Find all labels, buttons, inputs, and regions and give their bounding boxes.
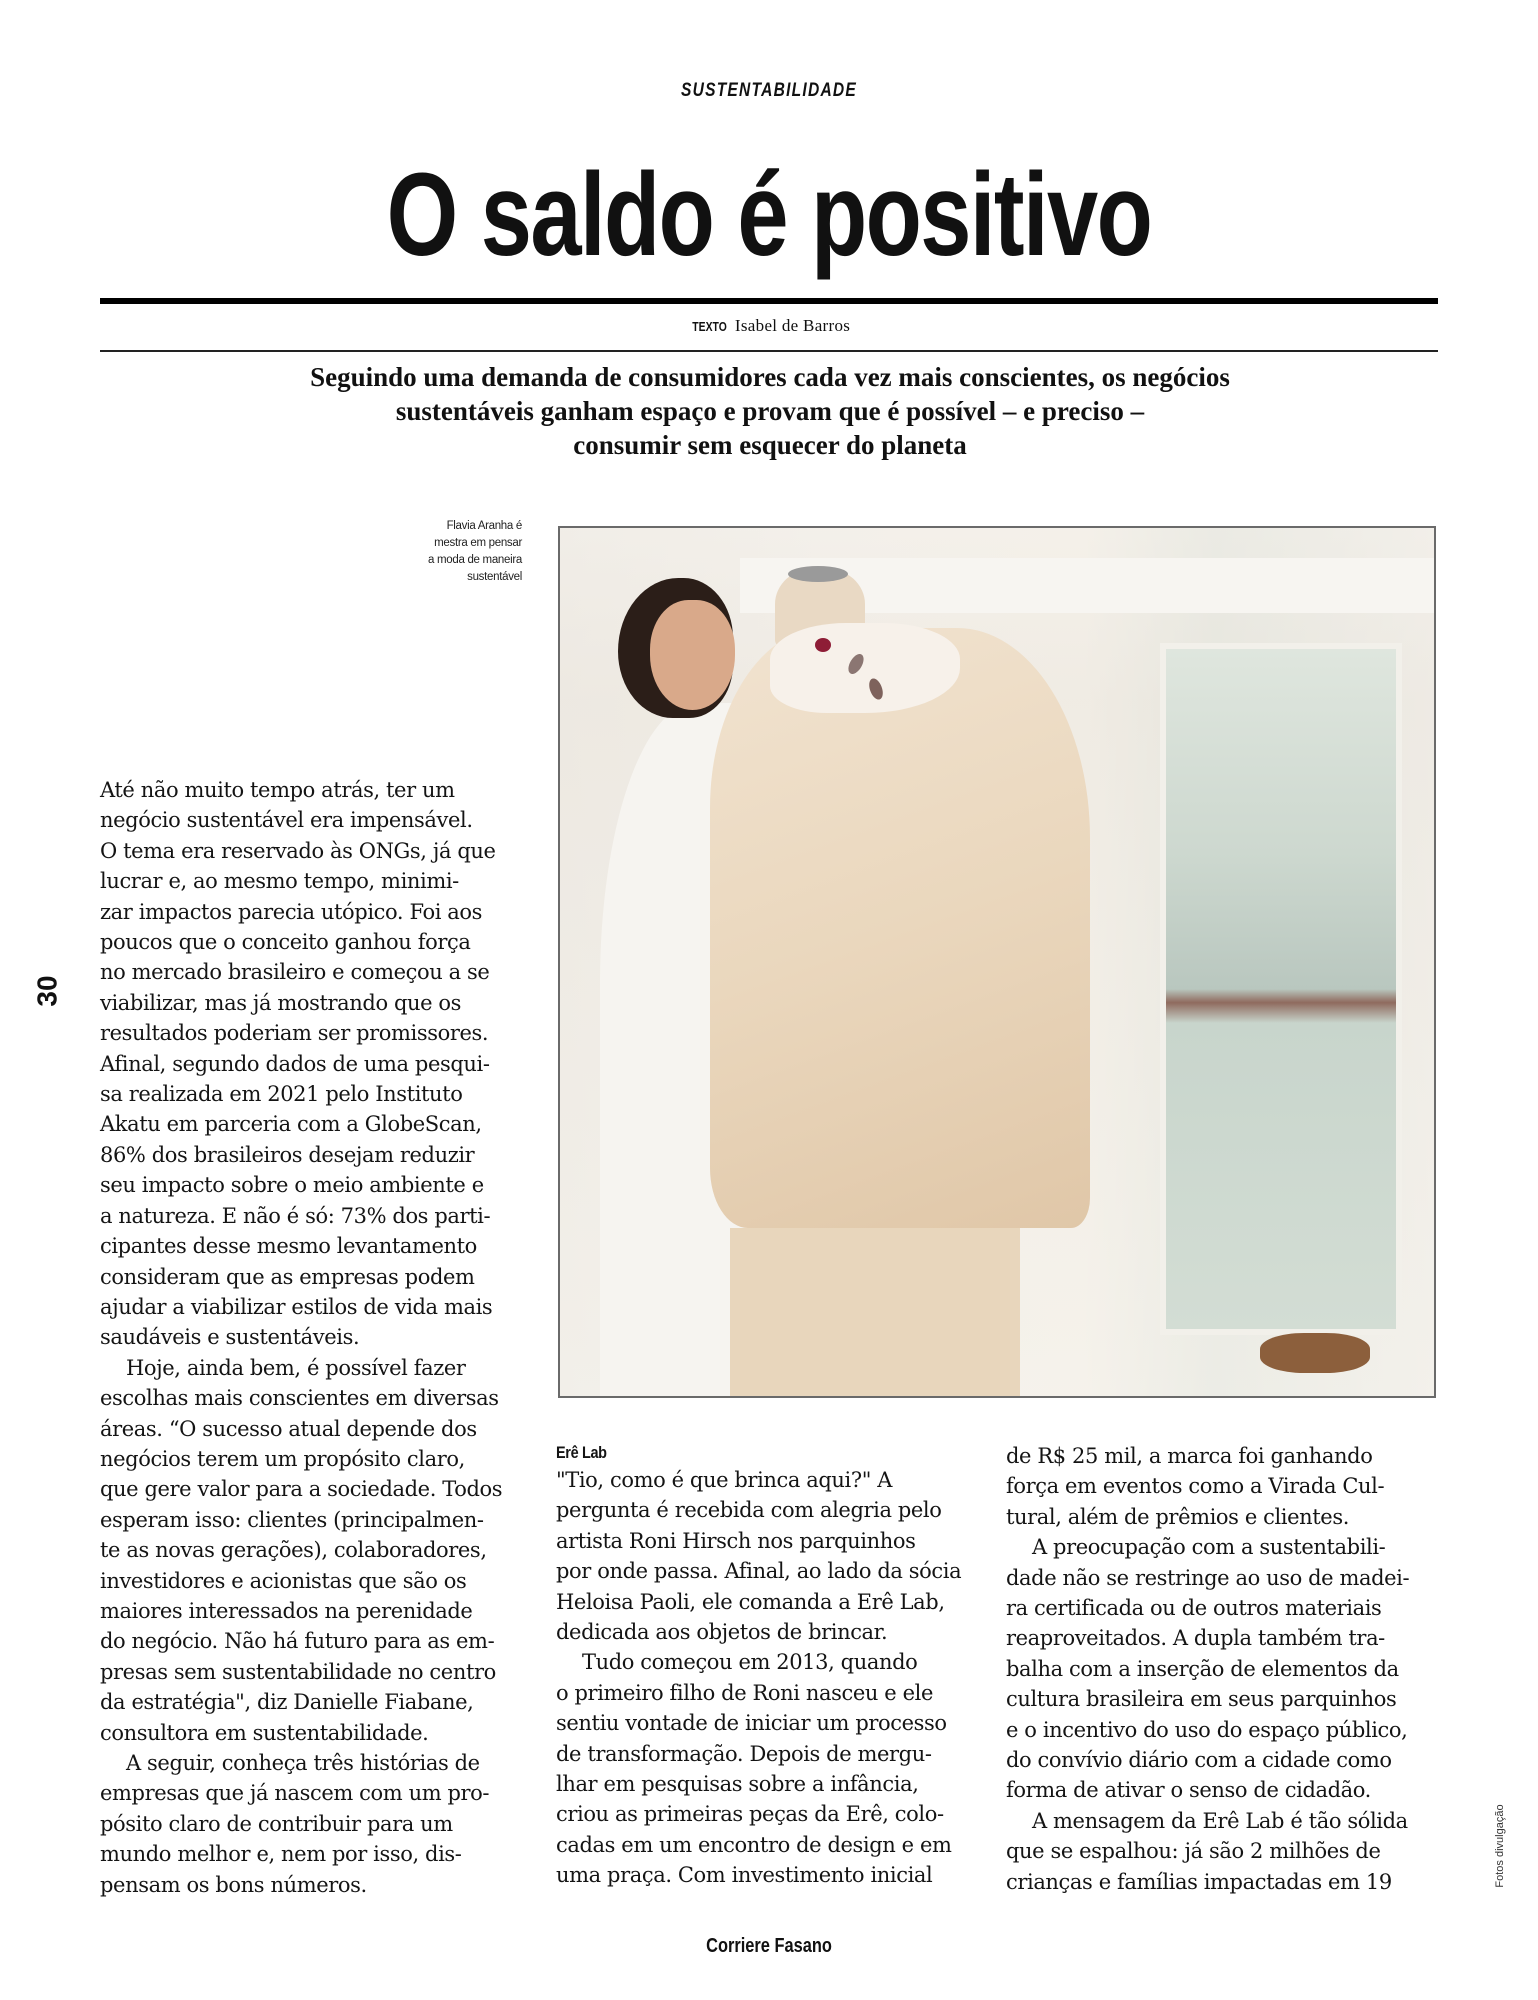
standfirst-line: consumir sem esquecer do planeta [573,430,967,460]
body-line: 86% dos brasileiros desejam reduzir [100,1142,475,1167]
caption-line: mestra em pensar [434,537,522,549]
body-line: do negócio. Não há futuro para as em- [100,1629,495,1654]
body-line: força em eventos como a Virada Cul- [1006,1474,1385,1499]
body-column-middle [556,1441,996,1891]
body-line: sentiu vontade de iniciar um processo [556,1711,947,1736]
section-subhead: Erê Lab [556,1443,607,1462]
body-line: criou as primeiras peças da Erê, colo- [556,1802,944,1827]
body-column-right [1006,1441,1446,1897]
article-photo [558,526,1436,1398]
body-line: viabilizar, mas já mostrando que os [100,990,462,1015]
body-line: lucrar e, ao mesmo tempo, minimi- [100,869,459,894]
body-line: A preocupação com a sustentabili- [1032,1535,1386,1560]
body-line: Akatu em parceria com a GlobeScan, [100,1112,482,1137]
body-line: sa realizada em 2021 pelo Instituto [100,1082,463,1107]
body-line: cultura brasileira em seus parquinhos [1006,1687,1397,1712]
body-line: mundo melhor e, nem por isso, dis- [100,1842,462,1867]
photo-woman-face [650,600,735,710]
body-line: e o incentivo do uso do espaço público, [1006,1717,1408,1742]
byline-author: Isabel de Barros [734,316,851,335]
body-line: maiores interessados na perenidade [100,1598,473,1623]
body-line: te as novas gerações), colaboradores, [100,1538,487,1563]
body-line: por onde passa. Afinal, ao lado da sócia [556,1559,962,1584]
byline [0,316,1538,336]
body-line: empresas que já nascem com um pro- [100,1781,490,1806]
byline-label: TEXTO [692,319,727,334]
body-line: Hoje, ainda bem, é possível fazer [126,1355,466,1380]
standfirst-line: sustentáveis ganham espaço e provam que é possível – e preciso – [395,396,1145,426]
body-line: da estratégia", diz Danielle Fiabane, [100,1690,474,1715]
caption-line: a moda de maneira [428,554,522,566]
body-line: tural, além de prêmios e clientes. [1006,1504,1349,1529]
body-line: saudáveis e sustentáveis. [100,1325,360,1350]
body-line: investidores e acionistas que são os [100,1568,467,1593]
body-line: o primeiro filho de Roni nasceu e ele [556,1680,933,1705]
body-line: seu impacto sobre o meio ambiente e [100,1173,484,1198]
body-line: consideram que as empresas podem [100,1264,475,1289]
body-line: O tema era reservado às ONGs, já que [100,838,496,863]
body-line: presas sem sustentabilidade no centro [100,1659,496,1684]
body-line: uma praça. Com investimento inicial [556,1863,933,1888]
body-line: escolhas mais conscientes em diversas [100,1386,499,1411]
body-line: poucos que o conceito ganhou força [100,930,471,955]
body-line: consultora em sustentabilidade. [100,1720,429,1745]
body-line: dedicada aos objetos de brincar. [556,1620,888,1645]
body-line: áreas. “O sucesso atual depende dos [100,1416,477,1441]
photo-collar [770,623,960,713]
body-column-left [100,775,540,1900]
body-line: pensam os bons números. [100,1872,367,1897]
caption-line: sustentável [467,571,522,583]
body-line: que gere valor para a sociedade. Todos [100,1477,503,1502]
byline-rule [100,350,1438,352]
body-line: ra certificada ou de outros materiais [1006,1596,1382,1621]
body-line: cipantes desse mesmo levantamento [100,1234,477,1259]
body-line: A mensagem da Erê Lab é tão sólida [1032,1808,1408,1833]
body-line: artista Roni Hirsch nos parquinhos [556,1528,916,1553]
body-line: ajudar a viabilizar estilos de vida mais [100,1294,493,1319]
body-line: "Tio, como é que brinca aqui?" A [556,1468,893,1492]
title-rule [100,298,1438,304]
article-title: O saldo é positivo [386,149,1152,281]
section-kicker: SUSTENTABILIDADE [680,80,858,101]
photo-caption [400,518,522,586]
body-line: a natureza. E não é só: 73% dos parti- [100,1203,491,1228]
body-line: Afinal, segundo dados de uma pesqui- [100,1051,490,1076]
body-line: negócio sustentável era impensável. [100,808,473,833]
photo-credit: Fotos divulgação [1494,1804,1506,1888]
body-line: lhar em pesquisas sobre a infância, [556,1772,919,1797]
standfirst-line: Seguindo uma demanda de consumidores cada vez mais conscientes, os negócios [310,362,1230,392]
body-line: A seguir, conheça três histórias de [126,1751,480,1775]
body-line: balha com a inserção de elementos da [1006,1656,1399,1681]
caption-line: Flavia Aranha é [446,520,522,532]
body-line: crianças e famílias impactadas em 19 [1006,1869,1392,1894]
body-line: negócios terem um propósito claro, [100,1446,465,1471]
body-line: Heloisa Paoli, ele comanda a Erê Lab, [556,1589,945,1614]
body-line: reaproveitados. A dupla também tra- [1006,1626,1385,1651]
body-line: Até não muito tempo atrás, ter um [100,778,455,802]
body-line: pergunta é recebida com alegria pelo [556,1498,942,1523]
body-line: dade não se restringe ao uso de madei- [1006,1565,1410,1590]
photo-flower [815,638,831,652]
body-line: resultados poderiam ser promissores. [100,1021,489,1046]
photo-dress-form-cap [788,566,848,582]
body-line: pósito claro de contribuir para um [100,1811,453,1836]
publication-footer: Corriere Fasano [706,1935,832,1957]
standfirst [150,360,1390,462]
body-line: forma de ativar o senso de cidadão. [1006,1778,1371,1803]
photo-stand [730,1228,1020,1398]
body-line: de R$ 25 mil, a marca foi ganhando [1006,1444,1373,1468]
body-line: esperam isso: clientes (principalmen- [100,1507,484,1532]
body-line: zar impactos parecia utópico. Foi aos [100,899,483,924]
body-line: cadas em um encontro de design e em [556,1832,952,1857]
page-number: 30 [31,975,63,1007]
body-line: de transformação. Depois de mergu- [556,1741,932,1766]
body-line: do convívio diário com a cidade como [1006,1748,1392,1773]
photo-window [1160,643,1402,1335]
body-line: que se espalhou: já são 2 milhões de [1006,1839,1381,1864]
photo-garment [710,628,1090,1228]
body-line: no mercado brasileiro e começou a se [100,960,490,985]
photo-objects [1260,1333,1370,1373]
body-line: Tudo começou em 2013, quando [582,1650,918,1675]
